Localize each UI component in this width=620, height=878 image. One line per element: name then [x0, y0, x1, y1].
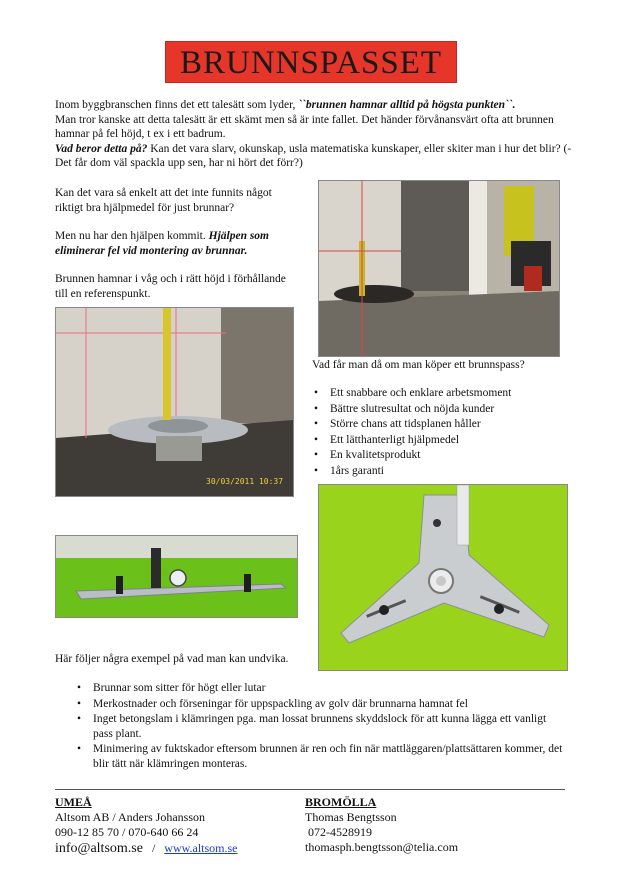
list-item: • Större chans att tidsplanen håller	[312, 417, 582, 432]
contact-umea	[55, 795, 300, 856]
avoid-heading: Här följer några exempel på vad man kan undvika.	[55, 653, 289, 665]
intro-line1: Inom byggbranschen finns det ett talesätt som lyder,	[55, 99, 299, 111]
left-p2-text: Men nu har den hjälpen kommit.	[55, 230, 209, 242]
benefits-heading: Vad får man då om man köper ett brunnspass?	[312, 359, 525, 371]
list-item: • Inget betongslam i klämringen pga. man lossat brunnens skyddslock för att kunna lägga ett vanligt pass plant.	[75, 712, 567, 741]
contact-bromolla-name: Thomas Bengtsson	[305, 810, 397, 824]
list-item: • Merkostnader och förseningar för uppspackling av golv där brunnarna hamnat fel	[75, 697, 567, 712]
photo-tool-top-view	[318, 484, 568, 671]
intro-paragraph	[55, 98, 575, 171]
contact-umea-website-link[interactable]: www.altsom.se	[164, 841, 238, 855]
intro-line2: Man tror kanske att detta talesätt är ett skämt men så är inte fallet. Det händer förvånansvärt ofta att brunnen hamnar på fel höjd, t ex i ett badrum.	[55, 113, 554, 140]
left-p2-emphasis: Hjälpen som eliminerar fel vid montering av brunnar.	[55, 230, 270, 257]
contact-bromolla-email[interactable]: thomasph.bengtsson@telia.com	[305, 840, 459, 854]
page-title: BRUNNSPASSET	[165, 41, 457, 83]
benefits-list	[312, 386, 582, 479]
contact-bromolla-city: BROMÖLLA	[305, 795, 377, 809]
contact-bromolla	[305, 795, 565, 855]
list-item: • Ett snabbare och enklare arbetsmoment	[312, 386, 582, 401]
contact-umea-email[interactable]: info@altsom.se	[55, 841, 143, 856]
intro-line3: Kan det vara slarv, okunskap, usla matematiska kunskaper, eller skiter man i hur det blir? (-Det får dom väl spackla upp sen, har ni hört det förr?)	[55, 142, 572, 169]
list-item: • 1års garanti	[312, 464, 582, 479]
intro-quote: ``brunnen hamnar alltid på högsta punkten``.	[298, 99, 516, 111]
left-paragraph-2	[55, 229, 300, 258]
photo-tool-side-view	[55, 535, 298, 618]
photo-drain-laser-image	[56, 308, 293, 496]
contact-umea-city: UMEÅ	[55, 795, 92, 809]
list-item: • En kvalitetsprodukt	[312, 448, 582, 463]
contact-umea-separator: /	[151, 841, 156, 855]
intro-question: Vad beror detta på?	[55, 142, 148, 155]
list-item: • Bättre slutresultat och nöjda kunder	[312, 402, 582, 417]
contact-bromolla-phone: 072-4528919	[308, 825, 372, 839]
contact-umea-phone: 090-12 85 70 / 070-640 66 24	[55, 825, 199, 839]
photo-tool-side-view-image	[56, 536, 297, 617]
photo-tool-top-view-image	[319, 485, 567, 670]
photo-timestamp: 30/03/2011 10:37	[206, 477, 284, 486]
list-item: • Brunnar som sitter för högt eller lutar	[75, 681, 567, 696]
contact-umea-company: Altsom AB / Anders Johansson	[55, 810, 206, 824]
photo-drain-laser	[55, 307, 294, 497]
photo-installation-wall	[318, 180, 560, 357]
photo-installation-wall-image	[319, 181, 559, 356]
list-item: • Minimering av fuktskador eftersom brunnen är ren och fin när mattläggaren/plattsättaren kommer, det blir tätt när klämringen monteras.	[75, 742, 567, 771]
list-item: • Ett lätthanterligt hjälpmedel	[312, 433, 582, 448]
left-paragraph-1: Kan det vara så enkelt att det inte funnits något riktigt bra hjälpmedel för just brunnar?	[55, 187, 272, 214]
left-paragraph-3: Brunnen hamnar i våg och i rätt höjd i förhållande till en referenspunkt.	[55, 273, 286, 300]
footer-divider	[55, 789, 565, 790]
avoid-list	[75, 681, 567, 772]
